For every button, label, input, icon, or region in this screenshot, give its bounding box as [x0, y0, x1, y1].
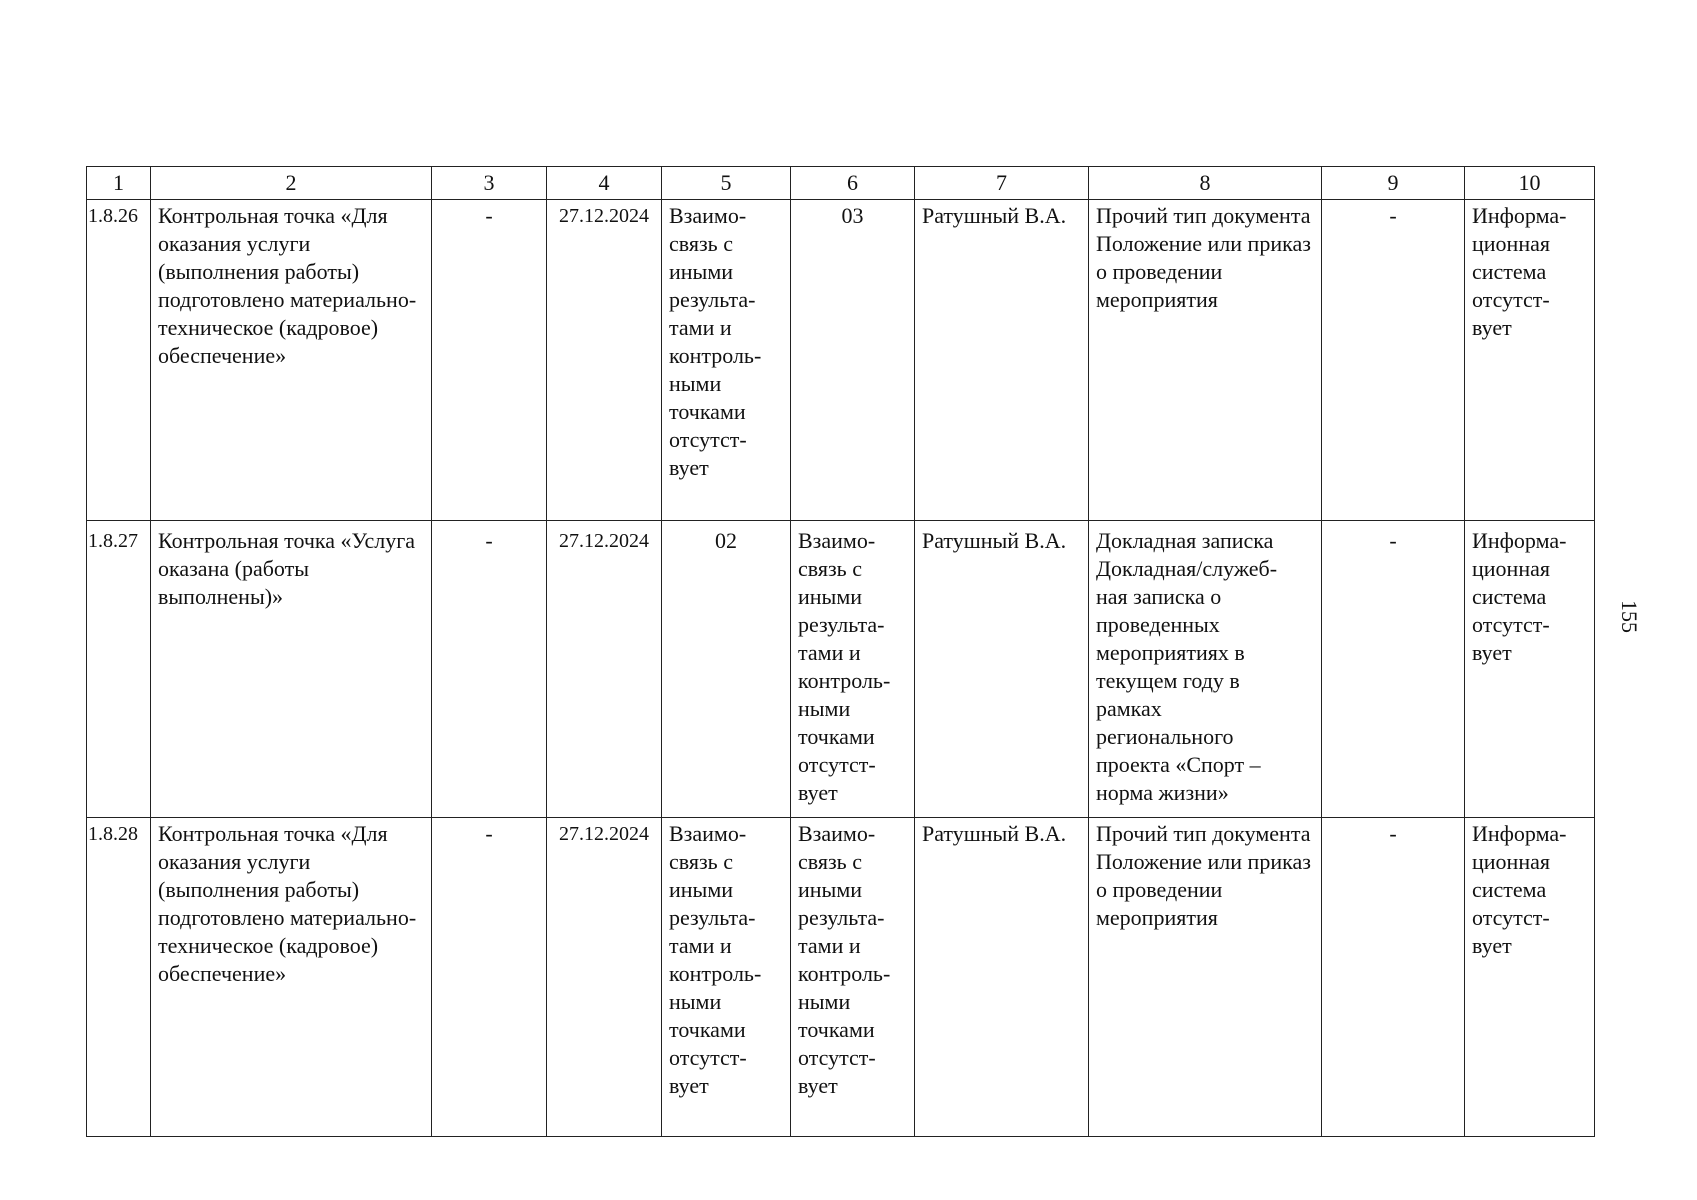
document-type-cell: Прочий тип документа Положение или приказ о проведении мероприятия — [1089, 818, 1322, 1137]
row-number-cell: 1.8.26 — [87, 200, 151, 521]
column-header-9: 9 — [1322, 167, 1465, 200]
table-row — [87, 200, 1595, 521]
table-header-row — [87, 167, 1595, 200]
document-type-cell: Докладная записка Докладная/служеб- ная записка о проведенных мероприятиях в текущем году в рамках регионального проекта «Спорт – норма жизни» — [1089, 521, 1322, 818]
date-cell: 27.12.2024 — [547, 818, 662, 1137]
table-row — [87, 818, 1595, 1137]
row-number-cell: 1.8.27 — [87, 521, 151, 818]
information-system-cell: Информа- ционная система отсутст- вует — [1465, 200, 1595, 521]
column-header-6: 6 — [791, 167, 915, 200]
column-header-2: 2 — [151, 167, 432, 200]
page-number: 155 — [1617, 600, 1642, 633]
column-3-cell: - — [432, 200, 547, 521]
responsible-person-cell: Ратушный В.А. — [915, 200, 1089, 521]
column-5-cell: 02 — [662, 521, 791, 818]
column-9-cell: - — [1322, 818, 1465, 1137]
column-header-5: 5 — [662, 167, 791, 200]
column-6-cell: 03 — [791, 200, 915, 521]
column-3-cell: - — [432, 818, 547, 1137]
column-header-1: 1 — [87, 167, 151, 200]
control-point-name-cell: Контрольная точка «Для оказания услуги (выполнения работы) подготовлено материально-техническое (кадровое) обеспечение» — [151, 200, 432, 521]
document-table — [86, 166, 1595, 1137]
column-6-cell: Взаимо- связь с иными результа- тами и контроль- ными точками отсутст- вует — [791, 521, 915, 818]
row-number-cell: 1.8.28 — [87, 818, 151, 1137]
column-3-cell: - — [432, 521, 547, 818]
responsible-person-cell: Ратушный В.А. — [915, 521, 1089, 818]
column-header-4: 4 — [547, 167, 662, 200]
control-point-name-cell: Контрольная точка «Услуга оказана (работы выполнены)» — [151, 521, 432, 818]
column-header-3: 3 — [432, 167, 547, 200]
column-9-cell: - — [1322, 200, 1465, 521]
column-6-cell: Взаимо- связь с иными результа- тами и контроль- ными точками отсутст- вует — [791, 818, 915, 1137]
column-5-cell: Взаимо- связь с иными результа- тами и контроль- ными точками отсутст- вует — [662, 818, 791, 1137]
column-header-7: 7 — [915, 167, 1089, 200]
table-row — [87, 521, 1595, 818]
information-system-cell: Информа- ционная система отсутст- вует — [1465, 818, 1595, 1137]
information-system-cell: Информа- ционная система отсутст- вует — [1465, 521, 1595, 818]
responsible-person-cell: Ратушный В.А. — [915, 818, 1089, 1137]
date-cell: 27.12.2024 — [547, 521, 662, 818]
column-header-10: 10 — [1465, 167, 1595, 200]
column-header-8: 8 — [1089, 167, 1322, 200]
document-type-cell: Прочий тип документа Положение или приказ о проведении мероприятия — [1089, 200, 1322, 521]
column-9-cell: - — [1322, 521, 1465, 818]
control-point-name-cell: Контрольная точка «Для оказания услуги (выполнения работы) подготовлено материально-техническое (кадровое) обеспечение» — [151, 818, 432, 1137]
date-cell: 27.12.2024 — [547, 200, 662, 521]
column-5-cell: Взаимо- связь с иными результа- тами и контроль- ными точками отсутст- вует — [662, 200, 791, 521]
